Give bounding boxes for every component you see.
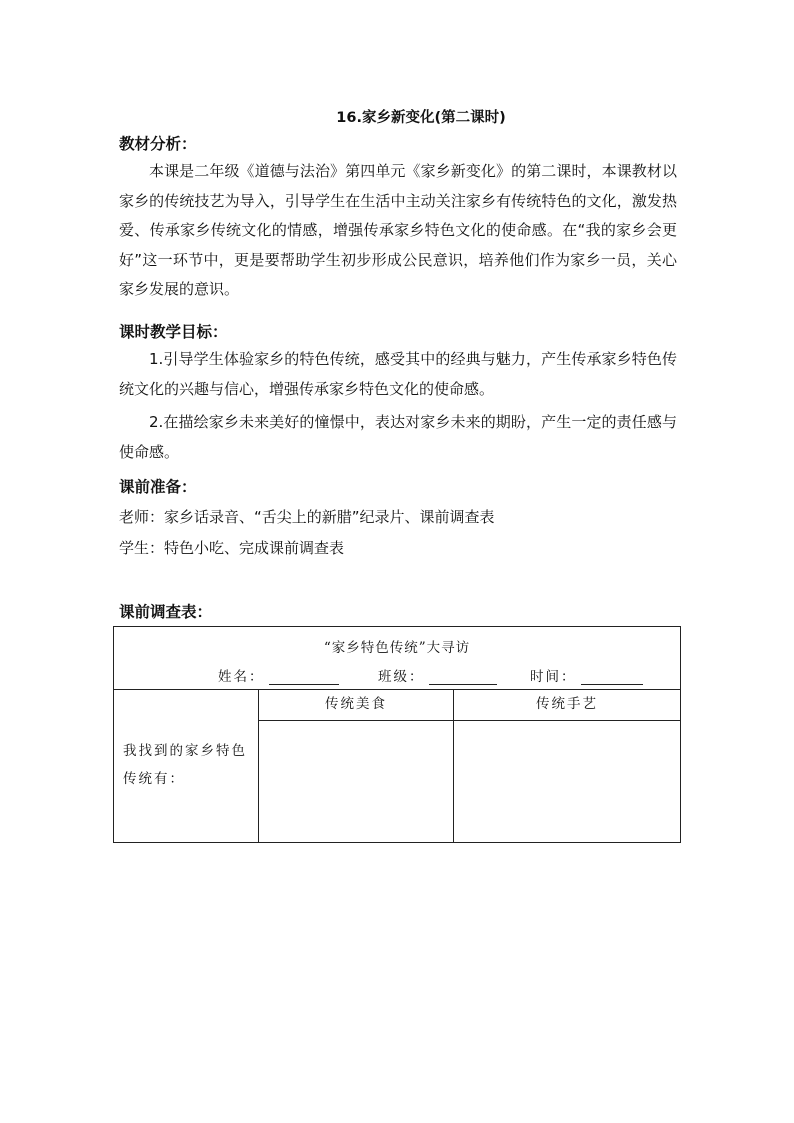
class-field[interactable] — [378, 665, 497, 685]
class-blank[interactable] — [429, 670, 497, 685]
traditional-food-answer-cell[interactable] — [259, 721, 453, 841]
name-field[interactable] — [218, 665, 339, 685]
traditional-craft-column — [454, 689, 680, 842]
objective-item-2: 2.在描绘家乡未来美好的憧憬中，表达对家乡未来的期盼，产生一定的责任感与使命感。 — [119, 413, 677, 461]
survey-table-header — [114, 627, 680, 690]
survey-row-label: 我找到的家乡特色传统有： — [123, 743, 247, 787]
traditional-craft-answer-cell[interactable] — [454, 721, 680, 841]
preparation-student: 学生：特色小吃、完成课前调查表 — [119, 539, 345, 557]
time-field[interactable] — [530, 665, 643, 685]
objectives-heading: 课时教学目标： — [119, 323, 228, 341]
traditional-food-column — [259, 689, 454, 842]
survey-fields-row — [114, 665, 680, 685]
page-title: 16.家乡新变化(第二课时) — [336, 110, 506, 126]
survey-heading: 课前调查表： — [119, 603, 213, 621]
name-field-label: 姓名： — [218, 669, 265, 685]
objective-item-1: 1.引导学生体验家乡的特色传统，感受其中的经典与魅力，产生传承家乡特色传统文化的兴趣与信心，增强传承家乡特色文化的使命感。 — [119, 350, 677, 398]
time-blank[interactable] — [581, 670, 643, 685]
survey-row-label-cell — [114, 689, 259, 842]
traditional-food-header: 传统美食 — [259, 689, 453, 721]
analysis-paragraph: 本课是二年级《道德与法治》第四单元《家乡新变化》的第二课时，本课教材以家乡的传统技艺为导入，引导学生在生活中主动关注家乡有传统特色的文化，激发热爱、传承家乡传统文化的情感，增强传承家乡特色文化的使命感。在“我的家乡会更好”这一环节中，更是要帮助学生初步形成公民意识，培养他们作为家乡一员，关心家乡发展的意识。 — [119, 162, 677, 298]
analysis-heading: 教材分析： — [119, 135, 197, 153]
preparation-teacher: 老师：家乡话录音、“舌尖上的新腊”纪录片、课前调查表 — [119, 508, 495, 526]
class-field-label: 班级： — [378, 669, 425, 685]
name-blank[interactable] — [269, 670, 339, 685]
time-field-label: 时间： — [530, 669, 577, 685]
preparation-heading: 课前准备： — [119, 478, 197, 496]
survey-table-title: “家乡特色传统”大寻访 — [323, 640, 471, 656]
survey-table — [113, 626, 681, 843]
traditional-craft-header: 传统手艺 — [454, 689, 680, 721]
